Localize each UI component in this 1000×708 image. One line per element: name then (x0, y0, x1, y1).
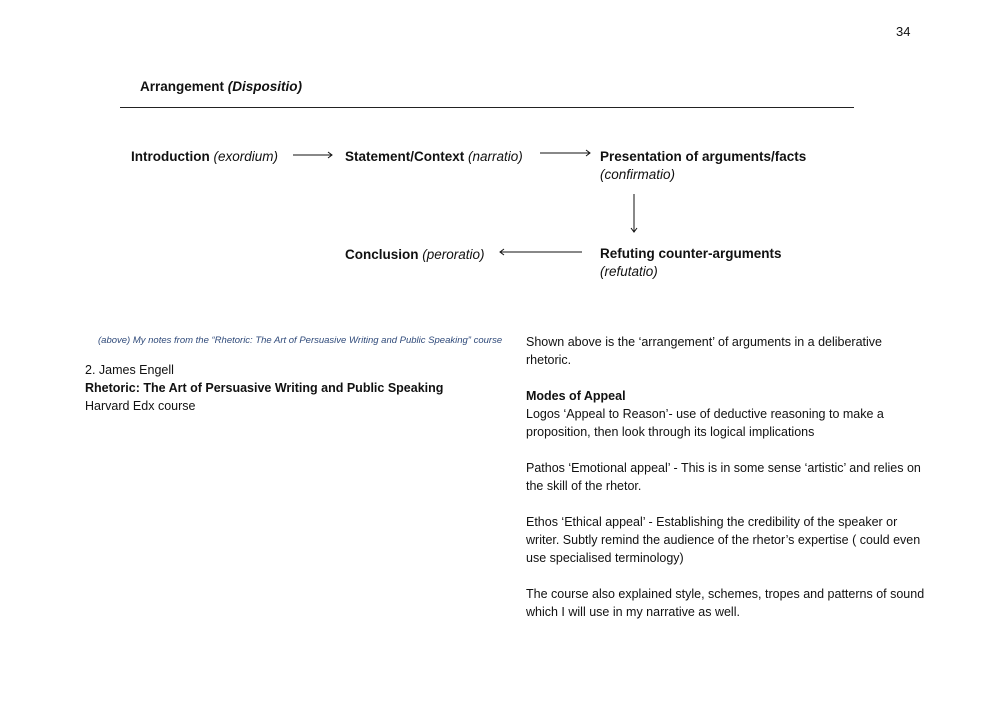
arrow-presentation-to-refuting (631, 194, 637, 232)
node-statement-label: Statement/Context (345, 149, 465, 164)
logos-paragraph: Logos ‘Appeal to Reason’- use of deductive reasoning to make a proposition, then look through its logical implications (526, 407, 884, 439)
node-introduction-label: Introduction (131, 149, 210, 164)
ethos-paragraph: Ethos ‘Ethical appeal’ - Establishing the credibility of the speaker or writer. Subtly remind the audience of the rhetor’s expertise ( could even use specialised terminology) (526, 515, 921, 565)
reference-author: 2. James Engell (85, 363, 174, 377)
node-refuting-latin: (refutatio) (600, 264, 658, 279)
reference-title: Rhetoric: The Art of Persuasive Writing and Public Speaking (85, 381, 444, 395)
node-statement-latin: (narratio) (468, 149, 523, 164)
heading-title: Arrangement (140, 79, 225, 94)
node-presentation-label: Presentation of arguments/facts (600, 149, 807, 164)
arrow-intro-to-statement (293, 152, 332, 158)
node-refuting-label: Refuting counter-arguments (600, 246, 782, 261)
modes-heading: Modes of Appeal (526, 389, 626, 403)
heading-latin: (Dispositio) (227, 79, 303, 94)
figure-caption: (above) My notes from the “Rhetoric: The Art of Persuasive Writing and Public Speaking” course (98, 335, 503, 346)
pathos-paragraph: Pathos ‘Emotional appeal’ - This is in some sense ‘artistic’ and relies on the skill of the rhetor. (526, 461, 921, 493)
page-number: 34 (896, 24, 911, 39)
node-conclusion-latin: (peroratio) (422, 247, 485, 262)
body-text (526, 333, 926, 639)
node-introduction-latin: (exordium) (213, 149, 279, 164)
arrow-refuting-to-conclusion (500, 249, 582, 255)
closing-paragraph: The course also explained style, schemes, tropes and patterns of sound which I will use in my narrative as well. (526, 587, 925, 619)
reference-block (85, 361, 443, 415)
arrow-statement-to-presentation (540, 150, 590, 156)
reference-source: Harvard Edx course (85, 399, 196, 413)
node-presentation-latin: (confirmatio) (600, 167, 676, 182)
node-conclusion-label: Conclusion (345, 247, 419, 262)
body-intro: Shown above is the ‘arrangement’ of arguments in a deliberative rhetoric. (526, 335, 882, 367)
